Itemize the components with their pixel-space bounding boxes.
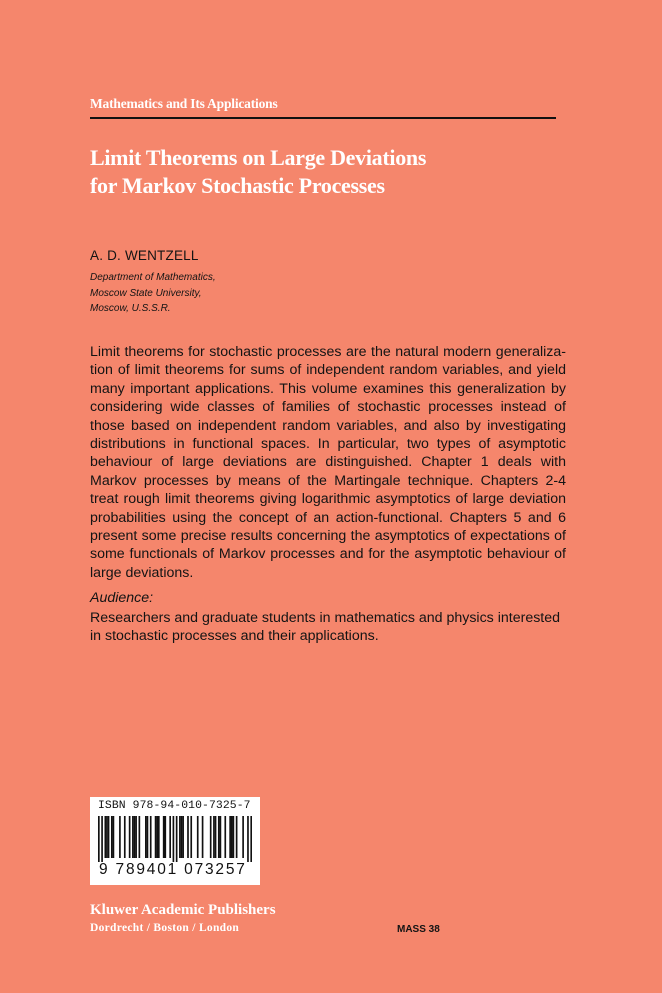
isbn-number: ISBN 978-94-010-7325-7 (98, 800, 251, 812)
barcode-bar (229, 816, 231, 858)
barcode-bar (213, 816, 215, 858)
affiliation-line: Department of Mathematics, (90, 272, 216, 283)
series-code: MASS 38 (397, 924, 440, 935)
barcode-bar (108, 816, 110, 858)
description-line: tion of limit theorems for sums of independent random variables, and yield (90, 362, 566, 379)
ean-number: 9 789401 073257 (99, 861, 247, 878)
barcode-bar (134, 816, 136, 858)
title-line: Limit Theorems on Large Deviations (90, 145, 427, 170)
barcode-bars (98, 816, 252, 862)
barcode-bar (202, 816, 204, 858)
barcode-bar (106, 816, 108, 858)
description-line: those based on independent random variables, and also by investigating (90, 417, 566, 434)
barcode-bar (113, 816, 115, 858)
description-line: Markov processes by means of the Martingale technique. Chapters 2-4 (90, 472, 566, 489)
barcode-bar (220, 816, 222, 858)
barcode-bar (224, 816, 226, 858)
barcode-bar (129, 816, 131, 858)
book-title (90, 144, 426, 200)
barcode-bar (233, 816, 235, 858)
barcode-bar (163, 816, 165, 858)
description-line: considering wide classes of families of stochastic processes instead of (90, 399, 566, 416)
barcode-bar (190, 816, 192, 858)
barcode-bar (215, 816, 217, 858)
author-name: A. D. WENTZELL (90, 248, 199, 263)
barcode-bar (101, 816, 103, 862)
description-line: behaviour of large deviations are distinguished. Chapter 1 deals with (90, 454, 566, 471)
affiliation-line: Moscow State University, (90, 287, 202, 299)
barcode-bar (182, 816, 184, 858)
barcode-bar (132, 816, 134, 858)
barcode-bar (169, 816, 171, 858)
barcode-bar (179, 816, 181, 858)
audience-text (90, 609, 566, 646)
author-affiliation (90, 270, 216, 317)
barcode-bar (145, 816, 147, 858)
description-line: probabilities using the concept of an action-functional. Chapters 5 and 6 (90, 509, 566, 526)
barcode-bar (181, 816, 183, 858)
series-name: Mathematics and Its Applications (90, 96, 278, 111)
barcode-bar (218, 816, 220, 858)
barcode-bar (210, 816, 212, 858)
barcode-bar (139, 816, 141, 858)
barcode-bar (155, 816, 157, 858)
barcode-bar (250, 816, 252, 862)
barcode-bar (104, 816, 106, 858)
title-line: for Markov Stochastic Processes (90, 173, 385, 198)
barcode-bar (156, 816, 158, 858)
barcode-bar (247, 816, 249, 862)
audience-heading: Audience: (90, 590, 154, 606)
audience-line: Researchers and graduate students in mathematics and physics interested (90, 610, 561, 626)
publisher-cities: Dordrecht / Boston / London (90, 922, 240, 934)
barcode-bar (124, 816, 126, 858)
barcode-bar (135, 816, 137, 858)
barcode-bar (231, 816, 233, 858)
series-rule (90, 117, 556, 119)
barcode-bar (150, 816, 152, 858)
barcode-bar (236, 816, 238, 858)
description-line: treat rough limit theorems giving logarithmic asymptotics of large deviation (90, 491, 566, 508)
description-line: large deviations. (90, 564, 194, 581)
affiliation-line: Moscow, U.S.S.R. (90, 303, 171, 314)
barcode-bar (187, 816, 189, 858)
description-line: many important applications. This volume examines this generalization by (90, 380, 566, 397)
barcode-bar (173, 816, 175, 862)
barcode-bar (147, 816, 149, 858)
barcode-bar (176, 816, 178, 862)
book-description (90, 343, 566, 582)
audience-line: in stochastic processes and their applications. (90, 628, 379, 645)
barcode-bar (164, 816, 166, 858)
barcode-bar (197, 816, 199, 858)
barcode-bar (111, 816, 113, 858)
barcode-bar (158, 816, 160, 858)
barcode-bar (119, 816, 121, 858)
description-line: some functionals of Markov processes and for the asymptotic behaviour of (90, 546, 566, 563)
description-line: Limit theorems for stochastic processes are the natural modern generaliza- (90, 344, 566, 360)
barcode-bar (242, 816, 244, 858)
description-line: distributions in functional spaces. In particular, two types of asymptotic (90, 436, 566, 453)
publisher-name: Kluwer Academic Publishers (90, 902, 276, 918)
isbn-barcode (90, 797, 260, 885)
barcode-bar (98, 816, 100, 862)
description-line: present some precise results concerning the asymptotics of expectations of (90, 528, 566, 545)
